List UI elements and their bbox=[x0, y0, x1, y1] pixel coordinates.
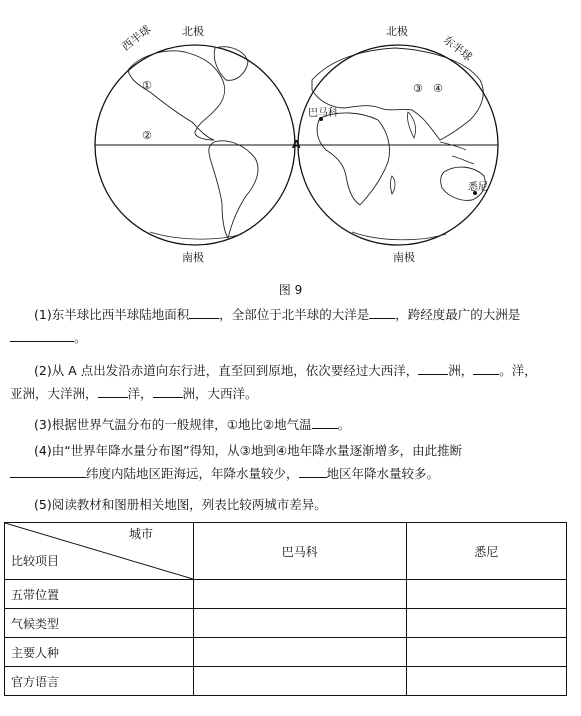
header-bamako: 巴马科 bbox=[194, 523, 407, 580]
cell-bamako-climate[interactable] bbox=[194, 609, 407, 638]
table-diagonal-header bbox=[5, 523, 194, 580]
q1-blank-3[interactable] bbox=[10, 329, 74, 342]
question-5 bbox=[10, 497, 570, 513]
q4-blank-2[interactable] bbox=[299, 465, 327, 478]
table-row bbox=[5, 609, 567, 638]
marker-3: ③ bbox=[413, 82, 423, 95]
q1-text-a: (1)东半球比西半球陆地面积 bbox=[34, 307, 190, 322]
cell-bamako-race[interactable] bbox=[194, 638, 407, 667]
bamako-label: 巴马科 bbox=[308, 108, 338, 119]
q2-text-c: 。洋， bbox=[499, 363, 537, 378]
header-sydney: 悉尼 bbox=[406, 523, 567, 580]
marker-1: ① bbox=[142, 79, 152, 92]
q4-text-a: (4)由“世界年降水量分布图”得知，从③地到④地年降水量逐渐增多，由此推断 bbox=[34, 443, 463, 458]
cell-sydney-climate[interactable] bbox=[406, 609, 567, 638]
africa-outline bbox=[317, 113, 389, 205]
row-label-race: 主要人种 bbox=[5, 638, 194, 667]
marker-2: ② bbox=[142, 129, 152, 142]
cell-bamako-zone[interactable] bbox=[194, 580, 407, 609]
q4-text-c: 地区年降水量较多。 bbox=[326, 466, 440, 481]
table-row bbox=[5, 580, 567, 609]
question-4 bbox=[10, 443, 570, 482]
sydney-label: 悉尼 bbox=[468, 182, 488, 193]
q2-blank-3[interactable] bbox=[98, 385, 128, 398]
cell-sydney-zone[interactable] bbox=[406, 580, 567, 609]
west-hemisphere-label: 西半球 bbox=[119, 22, 154, 54]
north-pole-label-east: 北极 bbox=[386, 25, 408, 38]
q2-text-e: 洋， bbox=[127, 386, 153, 401]
cell-bamako-language[interactable] bbox=[194, 667, 407, 696]
marker-4: ④ bbox=[433, 82, 443, 95]
q4-text-b: 纬度内陆地区距海远，年降水量较少， bbox=[86, 466, 299, 481]
q3-blank-1[interactable] bbox=[312, 416, 338, 429]
table-row bbox=[5, 667, 567, 696]
q2-text-b: 洲， bbox=[448, 363, 474, 378]
q3-end: 。 bbox=[337, 417, 351, 432]
diagonal-line bbox=[5, 523, 193, 579]
east-hemisphere-label: 东半球 bbox=[440, 33, 475, 64]
south-pole-label-west: 南极 bbox=[182, 251, 204, 264]
q2-text-f: 洲，大西洋。 bbox=[182, 386, 258, 401]
q2-blank-4[interactable] bbox=[153, 385, 183, 398]
row-label-language: 官方语言 bbox=[5, 667, 194, 696]
q2-blank-1[interactable] bbox=[418, 362, 448, 375]
q1-text-b: ，全部位于北半球的大洋是 bbox=[219, 307, 370, 322]
header-item-label: 比较项目 bbox=[11, 554, 60, 568]
header-city-label: 城市 bbox=[128, 527, 153, 541]
q5-text: (5)阅读教材和图册相关地图，列表比较两城市差异。 bbox=[34, 497, 327, 512]
q1-blank-2[interactable] bbox=[369, 306, 395, 319]
question-1 bbox=[10, 306, 570, 346]
q3-text-a: (3)根据世界气温分布的一般规律，①地比②地气温 bbox=[34, 417, 312, 432]
row-label-zone: 五带位置 bbox=[5, 580, 194, 609]
north-america-outline bbox=[128, 51, 225, 140]
hemisphere-map-drawing bbox=[0, 0, 581, 290]
q4-blank-1[interactable] bbox=[10, 465, 86, 478]
north-pole-label-west: 北极 bbox=[182, 25, 204, 38]
q2-text-a: (2)从 A 点出发沿赤道向东行进，直至回到原地，依次要经过大西洋， bbox=[34, 363, 419, 378]
question-3 bbox=[10, 416, 570, 433]
south-pole-label-east: 南极 bbox=[393, 251, 415, 264]
question-2 bbox=[10, 362, 570, 402]
q1-end: 。 bbox=[74, 330, 87, 345]
row-label-climate: 气候类型 bbox=[5, 609, 194, 638]
point-a-label: A bbox=[292, 138, 301, 151]
table-header-row bbox=[5, 523, 567, 580]
q2-blank-2[interactable] bbox=[473, 362, 499, 375]
cell-sydney-language[interactable] bbox=[406, 667, 567, 696]
figure-caption: 图 9 bbox=[278, 283, 303, 297]
table-row bbox=[5, 638, 567, 667]
q1-blank-1[interactable] bbox=[189, 306, 219, 319]
hemisphere-map bbox=[0, 0, 581, 290]
q2-text-d: 亚洲，大洋洲， bbox=[10, 386, 98, 401]
eurasia-outline bbox=[312, 48, 483, 140]
q1-text-c: ，跨经度最广的大洲是 bbox=[395, 307, 521, 322]
comparison-table bbox=[4, 522, 567, 696]
south-america-outline bbox=[209, 141, 258, 238]
cell-sydney-race[interactable] bbox=[406, 638, 567, 667]
